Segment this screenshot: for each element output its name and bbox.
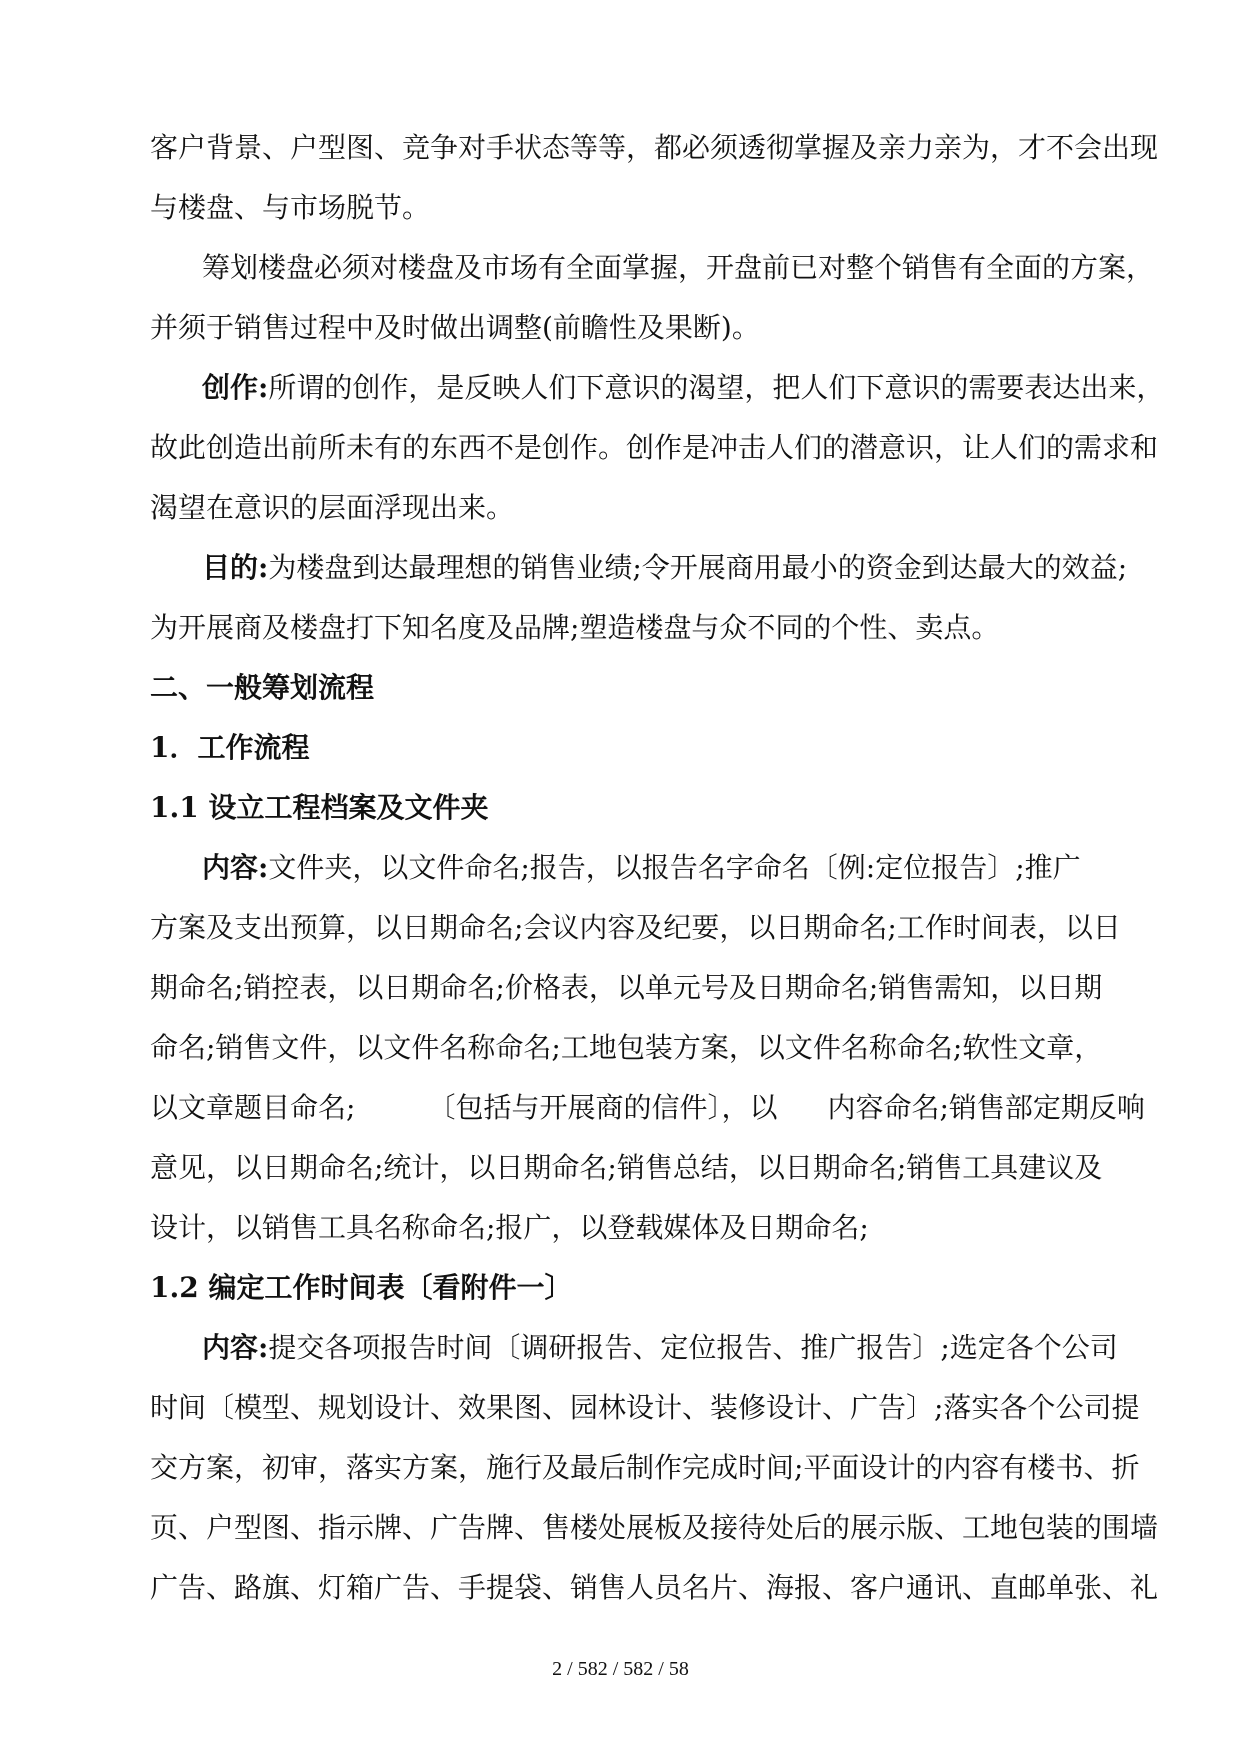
text-line: 期命名;销控表，以日期命名;价格表，以单元号及日期命名;销售需知，以日期	[150, 971, 1103, 1004]
text-line	[150, 1078, 1145, 1138]
section-heading: 二、一般筹划流程	[150, 671, 375, 704]
text-line	[150, 838, 1122, 898]
text-segment: 以文章题目命名;	[150, 1091, 356, 1124]
subsection-heading: 1．工作流程	[150, 731, 310, 764]
text-line: 意见，以日期命名;统计，以日期命名;销售总结，以日期命名;销售工具建议及	[150, 1151, 1103, 1184]
text-line: 并须于销售过程中及时做出调整(前瞻性及果断)。	[150, 311, 760, 344]
paragraph-label: 创作:	[202, 371, 269, 404]
text-line	[150, 1318, 1122, 1378]
text-line: 与楼盘、与市场脱节。	[150, 191, 431, 224]
paragraph-label: 目的:	[202, 551, 269, 584]
text-line: 筹划楼盘必须对楼盘及市场有全面掌握，开盘前已对整个销售有全面的方案，	[202, 251, 1155, 284]
text-line: 方案及支出预算，以日期命名;会议内容及纪要，以日期命名;工作时间表，以日	[150, 911, 1121, 944]
subsection-heading: 1.2 编定工作时间表〔看附件一〕	[150, 1271, 573, 1304]
text-line: 命名;销售文件，以文件名称命名;工地包装方案，以文件名称命名;软性文章，	[150, 1031, 1103, 1064]
paragraph-label: 内容:	[202, 1331, 269, 1364]
paragraph-text: 提交各项报告时间〔调研报告、定位报告、推广报告〕;选定各个公司	[268, 1331, 1118, 1364]
text-line: 客户背景、户型图、竞争对手状态等等，都必须透彻掌握及亲力亲为，才不会出现	[150, 131, 1159, 164]
text-line: 交方案，初审，落实方案，施行及最后制作完成时间;平面设计的内容有楼书、折	[150, 1451, 1140, 1484]
document-body	[150, 118, 1165, 1618]
text-line: 设计，以销售工具名称命名;报广，以登载媒体及日期命名;	[150, 1211, 869, 1244]
paragraph-text: 文件夹，以文件命名;报告，以报告名字命名〔例:定位报告〕;推广	[268, 851, 1081, 884]
subsection-heading: 1.1 设立工程档案及文件夹	[150, 791, 489, 824]
text-line	[150, 538, 1128, 598]
text-segment: 内容命名;销售部定期反响	[827, 1091, 1145, 1124]
text-line: 渴望在意识的层面浮现出来。	[150, 491, 515, 524]
text-line: 故此创造出前所未有的东西不是创作。创作是冲击人们的潜意识，让人们的需求和	[150, 431, 1159, 464]
text-line: 页、户型图、指示牌、广告牌、售楼处展板及接待处后的展示版、工地包装的围墙	[150, 1511, 1159, 1544]
text-line: 为开展商及楼盘打下知名度及品牌;塑造楼盘与众不同的个性、卖点。	[150, 611, 1000, 644]
paragraph-text: 所谓的创作，是反映人们下意识的渴望，把人们下意识的需要表达出来，	[268, 371, 1165, 404]
paragraph-text: 为楼盘到达最理想的销售业绩;令开展商用最小的资金到达最大的效益;	[268, 551, 1128, 584]
text-line	[150, 358, 1165, 418]
text-line: 时间〔模型、规划设计、效果图、园林设计、装修设计、广告〕;落实各个公司提	[150, 1391, 1140, 1424]
paragraph-label: 内容:	[202, 851, 269, 884]
text-line: 广告、路旗、灯箱广告、手提袋、销售人员名片、海报、客户通讯、直邮单张、礼	[150, 1571, 1159, 1604]
text-segment: 〔包括与开展商的信件〕，以	[427, 1091, 778, 1124]
page-number: 2 / 582 / 582 / 58	[552, 1658, 689, 1680]
